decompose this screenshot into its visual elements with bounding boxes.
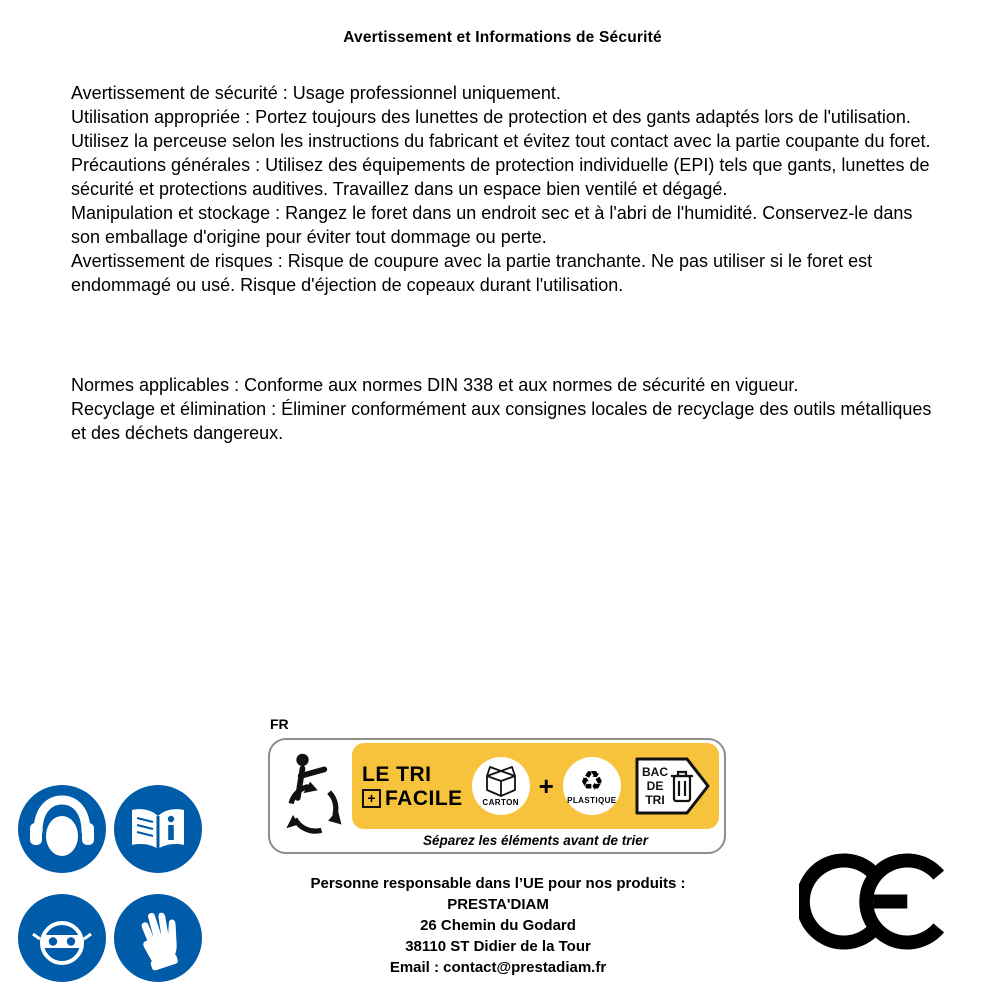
svg-text:TRI: TRI bbox=[645, 793, 665, 807]
sorting-bin-tag bbox=[635, 756, 711, 816]
country-code-label: FR bbox=[270, 716, 289, 732]
material-plastique bbox=[563, 757, 621, 815]
sorting-caption: Séparez les éléments avant de trier bbox=[422, 833, 649, 848]
compliance-paragraph: Normes applicables : Conforme aux normes DIN 338 et aux normes de sécurité en vigueur. bbox=[71, 375, 799, 395]
plastic-recycling-icon: ♻ bbox=[579, 765, 604, 797]
address-line: 38110 ST Didier de la Tour bbox=[405, 938, 591, 955]
plus-badge: + bbox=[362, 789, 381, 808]
ce-marking bbox=[799, 853, 954, 955]
headline-top: LE TRI bbox=[362, 762, 432, 786]
recycling-sorting-banner bbox=[268, 738, 726, 854]
banner-right bbox=[352, 743, 719, 849]
triman-icon bbox=[274, 748, 350, 844]
responsible-party-block bbox=[248, 873, 748, 978]
wear-protective-gloves-icon bbox=[113, 893, 203, 983]
email-line: Email : contact@prestadiam.fr bbox=[389, 959, 607, 976]
company-name: PRESTA'DIAM bbox=[447, 896, 549, 913]
safety-paragraph: Avertissement de risques : Risque de coupure avec la partie tranchante. Ne pas utiliser si le foret est endommagé ou usé. Risque d'éjection de copeaux durant l'utilisation. bbox=[71, 251, 873, 295]
material-label: CARTON bbox=[482, 798, 519, 807]
material-carton bbox=[472, 757, 530, 815]
address-line: 26 Chemin du Godard bbox=[420, 917, 576, 934]
ce-mark-icon bbox=[799, 853, 954, 950]
carton-box-icon bbox=[479, 765, 523, 797]
read-instruction-manual-icon bbox=[113, 784, 203, 874]
sorting-bin-arrow bbox=[635, 756, 711, 816]
safety-paragraph: Précautions générales : Utilisez des équipements de protection individuelle (EPI) tels que gants, lunettes de sécurité et protections auditives. Travaillez dans un espace bien ventilé et dégagé. bbox=[71, 155, 930, 199]
compliance-paragraph: Recyclage et élimination : Éliminer conformément aux consignes locales de recyclage des outils métalliques et des déchets dangereux. bbox=[71, 399, 932, 443]
safety-paragraph: Manipulation et stockage : Rangez le foret dans un endroit sec et à l'abri de l'humidité. Conservez-le dans son emballage d'origine pour éviter tout dommage ou perte. bbox=[71, 203, 913, 247]
sorting-headline bbox=[362, 764, 463, 809]
safety-paragraph: Utilisation appropriée : Portez toujours des lunettes de protection et des gants adaptés lors de l'utilisation. Utilisez la perceuse selon les instructions du fabricant et évitez tout contact avec la partie coupante du foret. bbox=[71, 107, 931, 151]
sorting-yellow-bar bbox=[352, 743, 719, 829]
headline-bottom: FACILE bbox=[385, 786, 463, 810]
safety-paragraph: Avertissement de sécurité : Usage professionnel uniquement. bbox=[71, 83, 561, 103]
wear-eye-protection-icon bbox=[17, 893, 107, 983]
svg-text:DE: DE bbox=[646, 779, 664, 793]
plus-separator: + bbox=[538, 770, 554, 801]
compliance-paragraphs bbox=[71, 373, 939, 445]
wear-ear-protection-icon bbox=[17, 784, 107, 874]
responsible-intro: Personne responsable dans l’UE pour nos produits : bbox=[310, 875, 686, 892]
triman-logo bbox=[272, 743, 352, 849]
material-label: PLASTIQUE bbox=[567, 795, 617, 805]
mandatory-pictograms bbox=[17, 784, 203, 983]
svg-text:BAC: BAC bbox=[642, 765, 668, 779]
safety-paragraphs bbox=[71, 81, 939, 297]
page-title: Avertissement et Informations de Sécurité bbox=[343, 29, 662, 46]
